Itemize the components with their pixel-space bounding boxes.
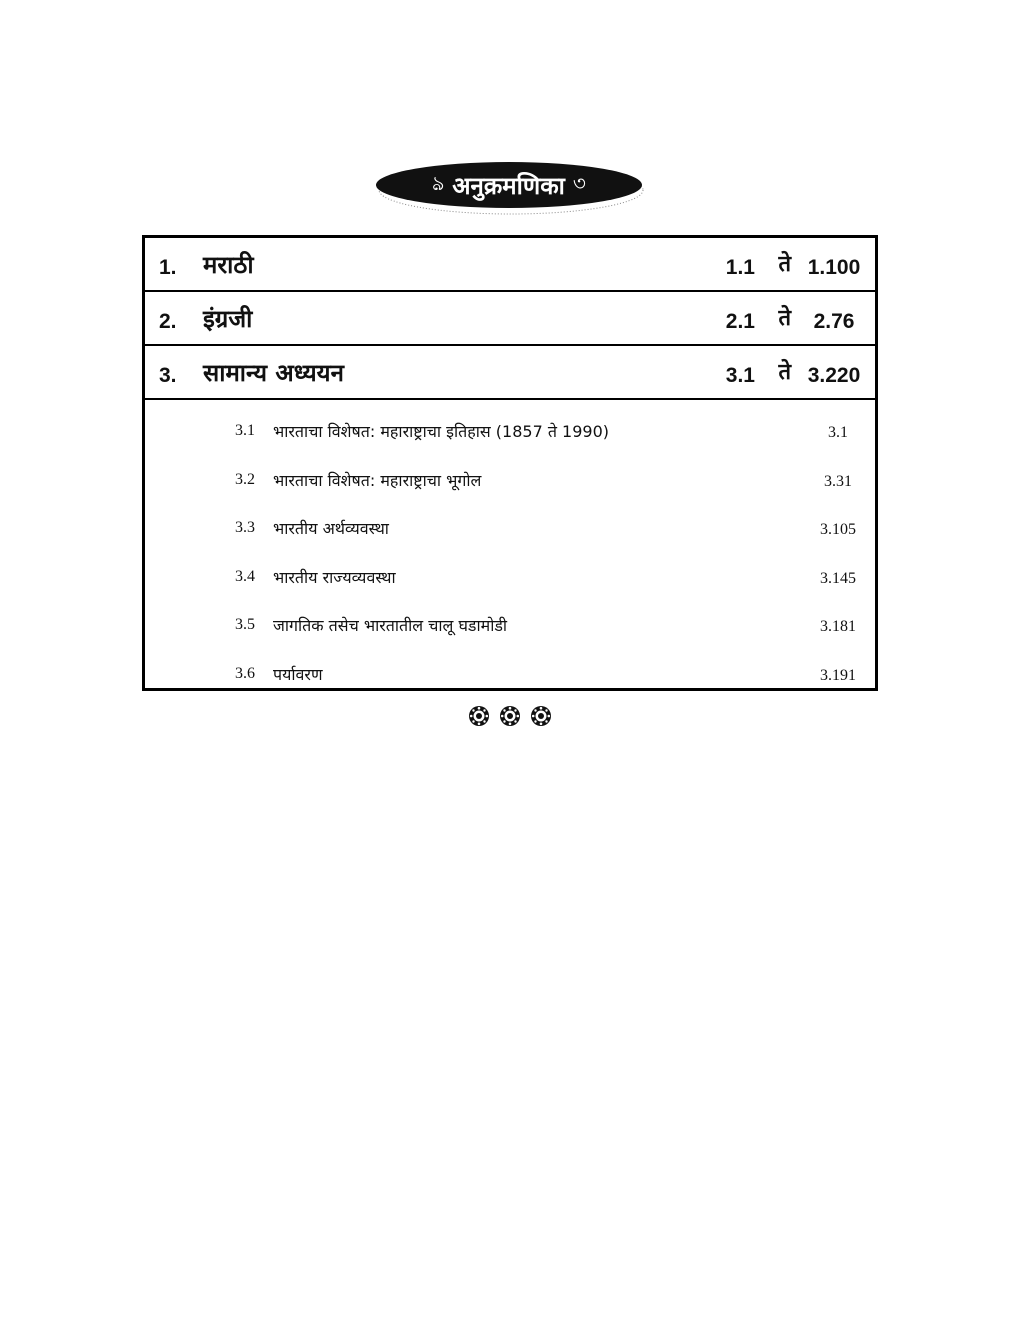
toc-sub-number: 3.6 [235, 664, 255, 682]
flower-icon [530, 705, 552, 727]
toc-sub-number: 3.4 [235, 567, 255, 585]
toc-sub-list [145, 400, 875, 709]
toc-main-number: 1. [159, 256, 177, 279]
toc-sub-row[interactable] [145, 467, 875, 516]
toc-sub-row[interactable] [145, 612, 875, 661]
toc-sub-page: 3.1 [828, 424, 848, 441]
toc-main-row[interactable] [145, 344, 875, 400]
toc-main-end-page: 3.220 [807, 364, 861, 387]
toc-main-name: इंग्रजी [203, 305, 253, 333]
toc-main-end-page: 1.100 [807, 256, 861, 279]
page-title-text: अनुक्रमणिका [452, 171, 565, 200]
toc-sub-title: भारताचा विशेषत: महाराष्ट्राचा भूगोल [273, 470, 482, 490]
toc-sub-row[interactable] [145, 515, 875, 564]
toc-sub-title: भारताचा विशेषत: महाराष्ट्राचा इतिहास (1857 ते 1990) [273, 422, 610, 441]
toc-main-to-word: ते [778, 360, 791, 385]
toc-main-name: मराठी [203, 251, 254, 279]
toc-sub-row[interactable] [145, 661, 875, 710]
toc-main-to-word: ते [778, 306, 791, 331]
toc-sub-page: 3.181 [820, 618, 856, 635]
table-of-contents [142, 235, 878, 691]
toc-main-number: 2. [159, 310, 177, 333]
toc-sub-title: जागतिक तसेच भारतातील चालू घडामोडी [273, 616, 508, 635]
toc-sub-title: पर्यावरण [273, 664, 323, 684]
toc-sub-row[interactable] [145, 564, 875, 613]
toc-main-number: 3. [159, 364, 177, 387]
toc-main-start-page: 3.1 [725, 364, 755, 387]
toc-main-row[interactable] [145, 238, 875, 292]
toc-sub-title: भारतीय राज्यव्यवस्था [273, 567, 396, 587]
flourish-left-icon: ঌ [432, 170, 445, 195]
flourish-right-icon: ৩ [572, 170, 586, 195]
toc-main-start-page: 1.1 [725, 256, 755, 279]
toc-sub-number: 3.5 [235, 616, 255, 633]
toc-sub-page: 3.105 [820, 521, 856, 538]
title-badge [374, 160, 644, 214]
toc-sub-number: 3.3 [235, 519, 255, 536]
toc-sub-page: 3.31 [824, 472, 852, 490]
toc-main-name: सामान्य अध्ययन [203, 359, 344, 387]
toc-sub-page: 3.145 [820, 569, 856, 587]
flower-icon [499, 705, 521, 727]
flower-icon [468, 705, 490, 727]
toc-main-row[interactable] [145, 290, 875, 346]
toc-sub-page: 3.191 [820, 666, 856, 684]
toc-main-start-page: 2.1 [725, 310, 755, 333]
toc-sub-number: 3.1 [235, 422, 255, 439]
toc-sub-row[interactable] [145, 418, 875, 467]
toc-main-to-word: ते [778, 252, 791, 277]
page-title [374, 160, 644, 210]
toc-sub-number: 3.2 [235, 470, 255, 488]
toc-main-end-page: 2.76 [813, 310, 855, 333]
toc-sub-title: भारतीय अर्थव्यवस्था [273, 519, 389, 538]
end-ornaments [468, 705, 552, 729]
